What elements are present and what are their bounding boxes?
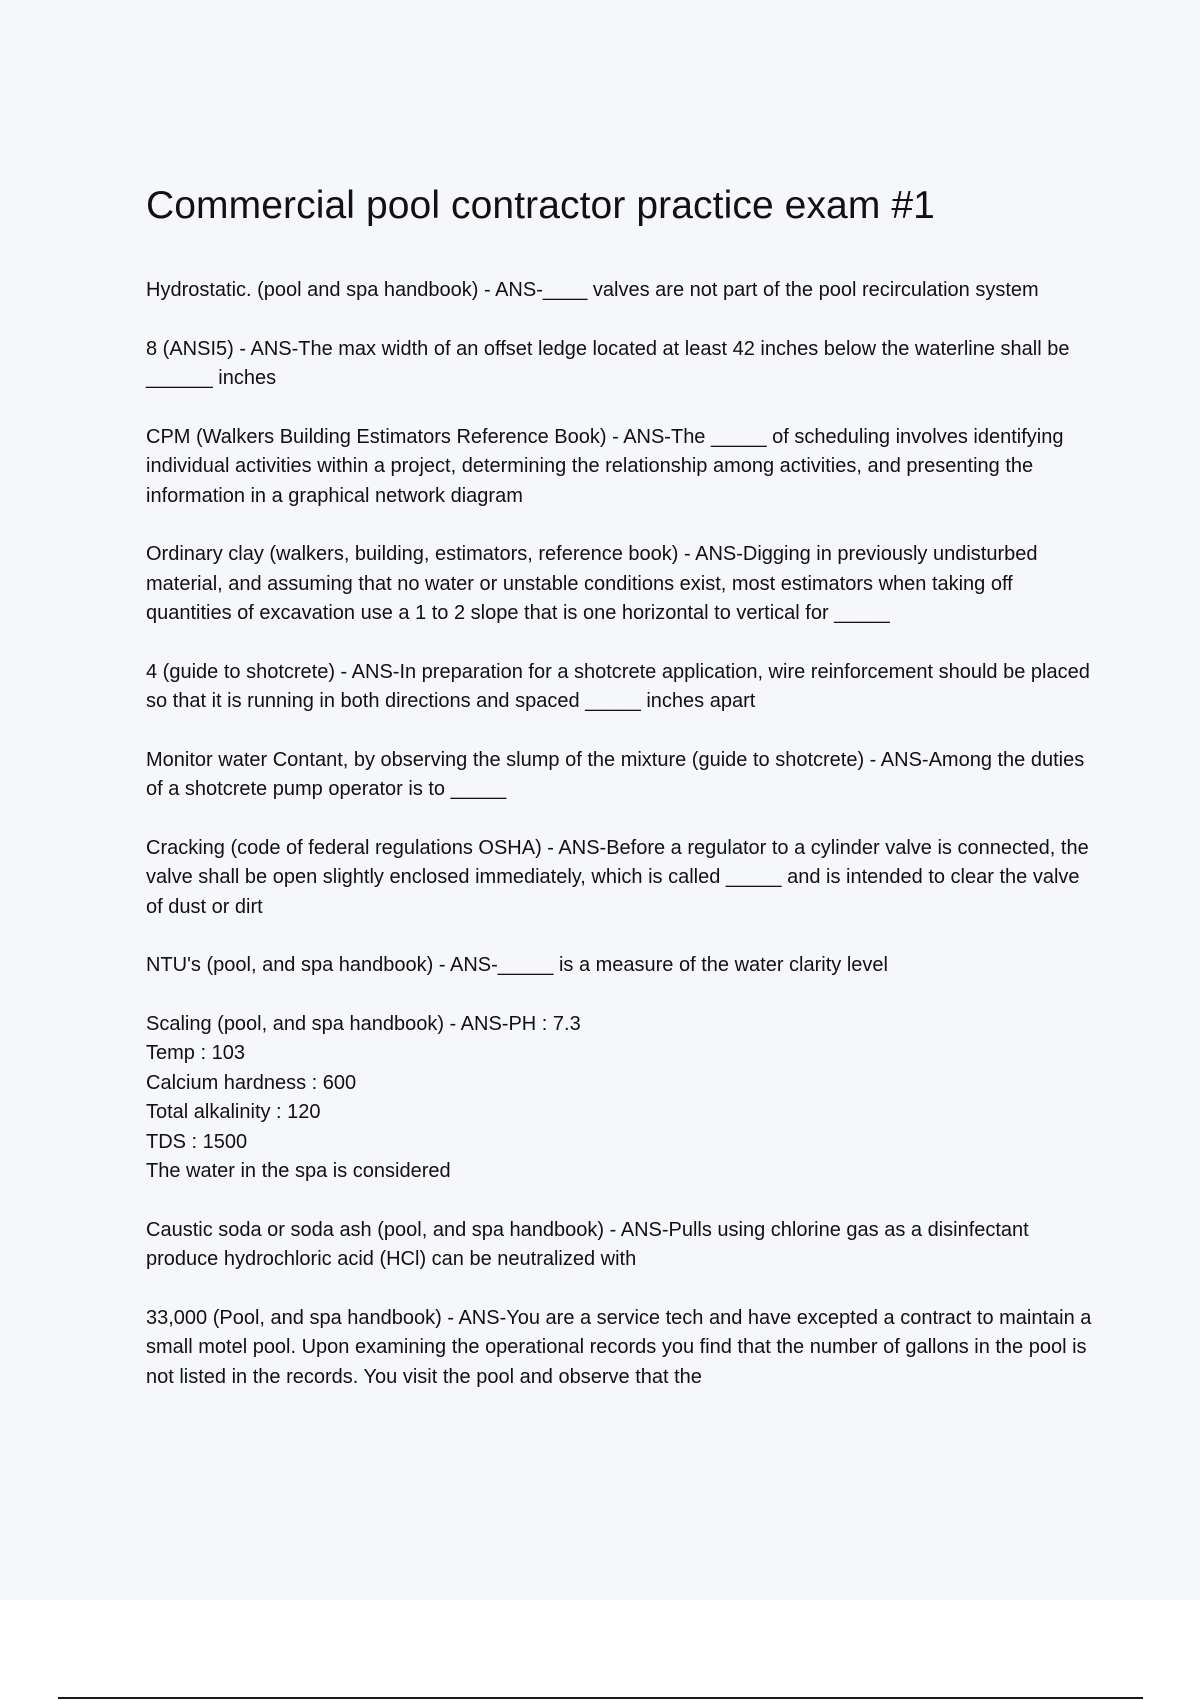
question-entry-8: NTU's (pool, and spa handbook) - ANS-_____ is a measure of the water clarity level [146,954,888,976]
question-entry-9: Scaling (pool, and spa handbook) - ANS-PH : 7.3 Temp : 103 Calcium hardness : 600 Total alkalinity : 120 TDS : 1500 The water in the spa is considered [146,1012,581,1182]
question-entry-10: Caustic soda or soda ash (pool, and spa handbook) - ANS-Pulls using chlorine gas as a disinfectant produce hydrochloric acid (HCl) can be neutralized with [146,1218,1035,1270]
question-entry-7: Cracking (code of federal regulations OSHA) - ANS-Before a regulator to a cylinder valve is connected, the valve shall be open slightly enclosed immediately, which is called _____ and is intended to clear the valve of dust or dirt [146,836,1095,918]
question-entry-5: 4 (guide to shotcrete) - ANS-In preparation for a shotcrete application, wire reinforcement should be placed so that it is running in both directions and spaced _____ inches apart [146,660,1096,712]
question-entry-11: 33,000 (Pool, and spa handbook) - ANS-You are a service tech and have excepted a contract to maintain a small motel pool. Upon examining the operational records you find that the number of gallons in the pool is not listed in the records. You visit the pool and observe that the [146,1306,1097,1388]
question-entry-6: Monitor water Contant, by observing the slump of the mixture (guide to shotcrete) - ANS-Among the duties of a shotcrete pump operator is to _____ [146,748,1090,800]
document-content [146,180,1096,1421]
question-entry-4: Ordinary clay (walkers, building, estimators, reference book) - ANS-Digging in previously undisturbed material, and assuming that no water or unstable conditions exist, most estimators when taking off quantities of excavation use a 1 to 2 slope that is one horizontal to vertical for _____ [146,543,1044,624]
question-entry-1: Hydrostatic. (pool and spa handbook) - ANS-____ valves are not part of the pool recirculation system [146,279,1039,301]
question-entry-2: 8 (ANSI5) - ANS-The max width of an offset ledge located at least 42 inches below the waterline shall be ______ inches [146,337,1076,389]
document-title: Commercial pool contractor practice exam #1 [146,184,935,227]
page-divider [58,1697,1143,1699]
question-entry-3: CPM (Walkers Building Estimators Reference Book) - ANS-The _____ of scheduling involves identifying individual activities within a project, determining the relationship among activities, and presenting the information in a graphical network diagram [146,425,1070,507]
